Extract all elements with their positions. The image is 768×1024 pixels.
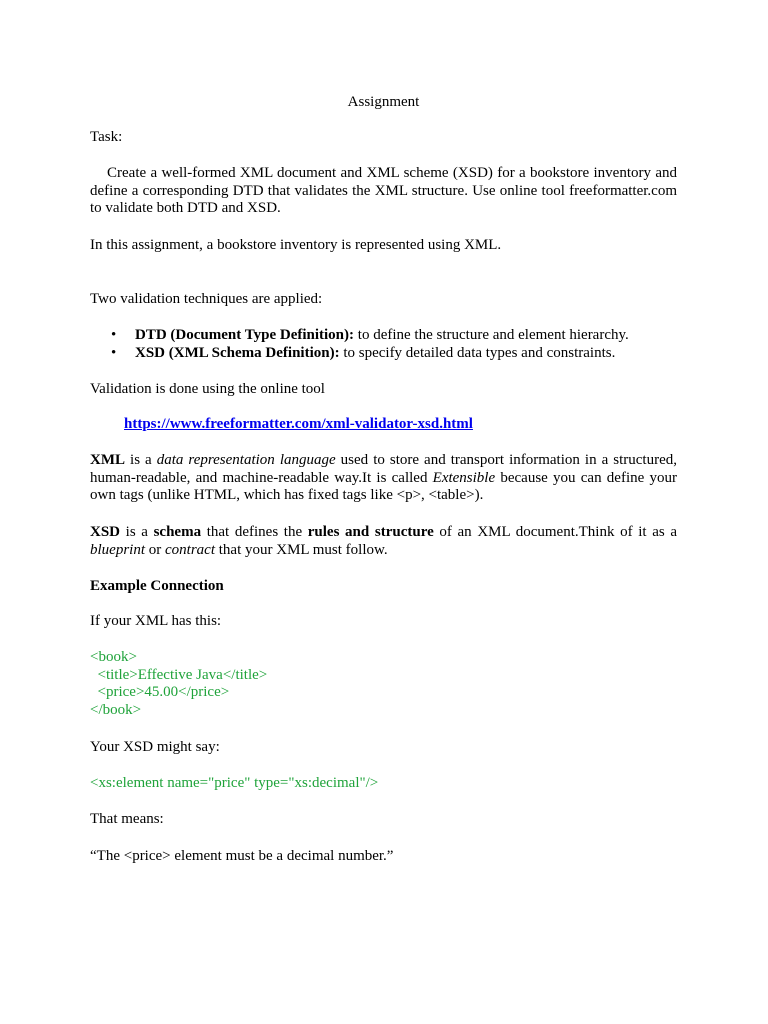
xsd-emphasis-1: blueprint: [90, 541, 145, 558]
xml-term: XML: [90, 452, 125, 468]
code-line: </book>: [90, 701, 142, 718]
bullet-icon: •: [111, 344, 117, 361]
validation-text: Validation is done using the online tool: [90, 381, 325, 397]
code-line: <price>45.00</price>: [90, 684, 230, 700]
list-item: [90, 345, 677, 363]
technique-term: XSD (XML Schema Definition):: [135, 344, 340, 361]
xsd-bold-1: schema: [153, 524, 202, 540]
techniques-list: [90, 327, 677, 362]
task-label: Task:: [90, 129, 123, 145]
list-item: [90, 327, 677, 345]
example-heading: [90, 578, 677, 596]
xml-emphasis-2: Extensible: [432, 469, 496, 486]
xml-emphasis-1: data representation language: [156, 452, 336, 468]
xsd-code-line: <xs:element name="price" type="xs:decimal"/>: [90, 775, 379, 791]
xml-intro: If your XML has this:: [90, 613, 222, 629]
xml-text-2: used to store and transport information in a structured, human-readable, and machine-readable way.It is called: [90, 452, 678, 486]
code-line: <title>Effective Java</title>: [90, 666, 268, 683]
means-quote: “The <price> element must be a decimal number.”: [90, 848, 394, 864]
technique-term: DTD (Document Type Definition):: [135, 327, 355, 343]
xsd-text-5: that your XML must follow.: [215, 541, 388, 558]
means-label: That means:: [90, 811, 164, 827]
xml-text-3: because you can define your own tags (unlike HTML, which has fixed tags like <p>, <table>).: [90, 469, 677, 503]
intro-text: In this assignment, a bookstore inventory is represented using XML.: [90, 237, 502, 253]
validator-link-line: [90, 416, 677, 434]
bullet-icon: •: [111, 327, 117, 343]
xsd-paragraph: [90, 524, 677, 559]
xsd-term: XSD: [90, 524, 121, 540]
code-line: <book>: [90, 649, 137, 665]
technique-desc: to specify detailed data types and constraints.: [339, 344, 616, 361]
xsd-text-1: is a: [120, 524, 154, 540]
technique-desc: to define the structure and element hierarchy.: [354, 327, 629, 343]
xsd-emphasis-2: contract: [165, 541, 215, 558]
page-title: Assignment: [347, 94, 420, 110]
xsd-text-4: or: [145, 541, 165, 558]
xml-paragraph: [90, 452, 677, 505]
xsd-text-2: that defines the: [201, 524, 308, 540]
validator-link[interactable]: https://www.freeformatter.com/xml-validator-xsd.html: [124, 416, 473, 432]
xml-code-block: [90, 649, 677, 719]
techniques-heading: Two validation techniques are applied:: [90, 291, 323, 307]
xsd-text-3: of an XML document.Think of it as a: [433, 524, 677, 540]
example-heading-text: Example Connection: [90, 578, 224, 594]
task-text: Create a well-formed XML document and XML scheme (XSD) for a bookstore inventory and define a corresponding DTD that validates the XML structure. Use online tool freeformatter.com to validate both DTD and XSD.: [90, 165, 677, 216]
xml-text-1: is a: [125, 452, 157, 468]
xsd-bold-2: rules and structure: [307, 524, 434, 540]
xsd-intro: Your XSD might say:: [90, 739, 220, 755]
